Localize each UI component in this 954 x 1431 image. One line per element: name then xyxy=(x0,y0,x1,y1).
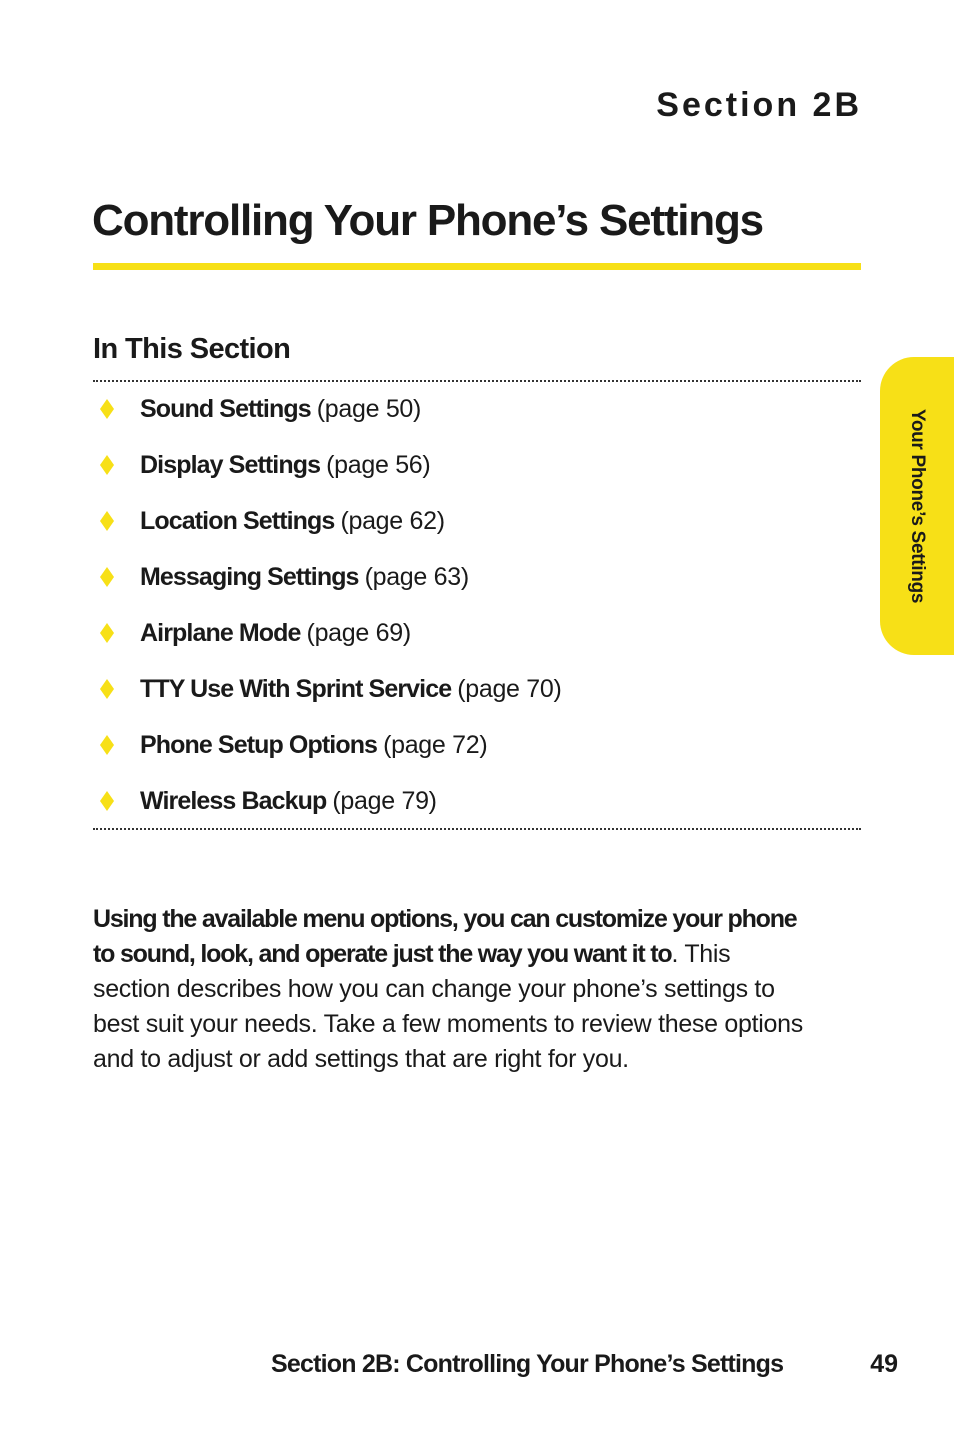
title-underline xyxy=(93,263,861,270)
side-chapter-tab xyxy=(880,357,954,655)
list-item-page-ref: (page 62) xyxy=(340,507,445,535)
diamond-bullet-icon xyxy=(100,399,114,419)
list-item-page-ref: (page 56) xyxy=(326,451,431,479)
list-item-page-ref: (page 70) xyxy=(457,675,562,703)
chapter-title: Controlling Your Phone’s Settings xyxy=(92,196,763,245)
list-item-title: Display Settings xyxy=(140,451,321,479)
list-item xyxy=(93,669,853,725)
list-item-page-ref: (page 69) xyxy=(306,619,411,647)
diamond-bullet-icon xyxy=(100,455,114,475)
list-item-title: Phone Setup Options xyxy=(140,731,378,759)
list-item-page-ref: (page 72) xyxy=(383,731,488,759)
list-item-title: Messaging Settings xyxy=(140,563,359,591)
list-item-title: Sound Settings xyxy=(140,395,311,423)
list-item-page-ref: (page 79) xyxy=(332,787,437,815)
list-item xyxy=(93,613,853,669)
footer-running-title: Section 2B: Controlling Your Phone’s Settings xyxy=(271,1350,784,1378)
list-item xyxy=(93,389,853,445)
list-item-title: TTY Use With Sprint Service xyxy=(140,675,452,703)
side-tab-label: Your Phone’s Settings xyxy=(907,408,928,604)
list-item xyxy=(93,725,853,781)
list-item-title: Airplane Mode xyxy=(140,619,301,647)
intro-lead-text: Using the available menu options, you can customize your phone to sound, look, and operate just the way you want it to xyxy=(93,905,797,968)
list-item-page-ref: (page 50) xyxy=(316,395,422,423)
diamond-bullet-icon xyxy=(100,511,114,531)
list-item xyxy=(93,557,853,613)
diamond-bullet-icon xyxy=(100,679,114,699)
intro-paragraph xyxy=(93,902,813,1077)
list-item xyxy=(93,501,853,557)
diamond-bullet-icon xyxy=(100,567,114,587)
diamond-bullet-icon xyxy=(100,735,114,755)
section-contents-list xyxy=(93,389,853,837)
dotted-divider-bottom xyxy=(93,828,861,830)
list-item-page-ref: (page 63) xyxy=(364,563,469,591)
section-label: Section 2B xyxy=(656,86,862,124)
diamond-bullet-icon xyxy=(100,623,114,643)
list-item-title: Location Settings xyxy=(140,507,335,535)
list-item xyxy=(93,445,853,501)
intro-body-text: . This section describes how you can change your phone’s settings to best suit your needs. Take a few moments to review these options and to adjust or add settings that are right for you. xyxy=(93,940,803,1073)
page-number: 49 xyxy=(870,1350,898,1378)
diamond-bullet-icon xyxy=(100,791,114,811)
dotted-divider-top xyxy=(93,380,861,382)
list-item-title: Wireless Backup xyxy=(140,787,327,815)
in-this-section-heading: In This Section xyxy=(93,333,291,365)
